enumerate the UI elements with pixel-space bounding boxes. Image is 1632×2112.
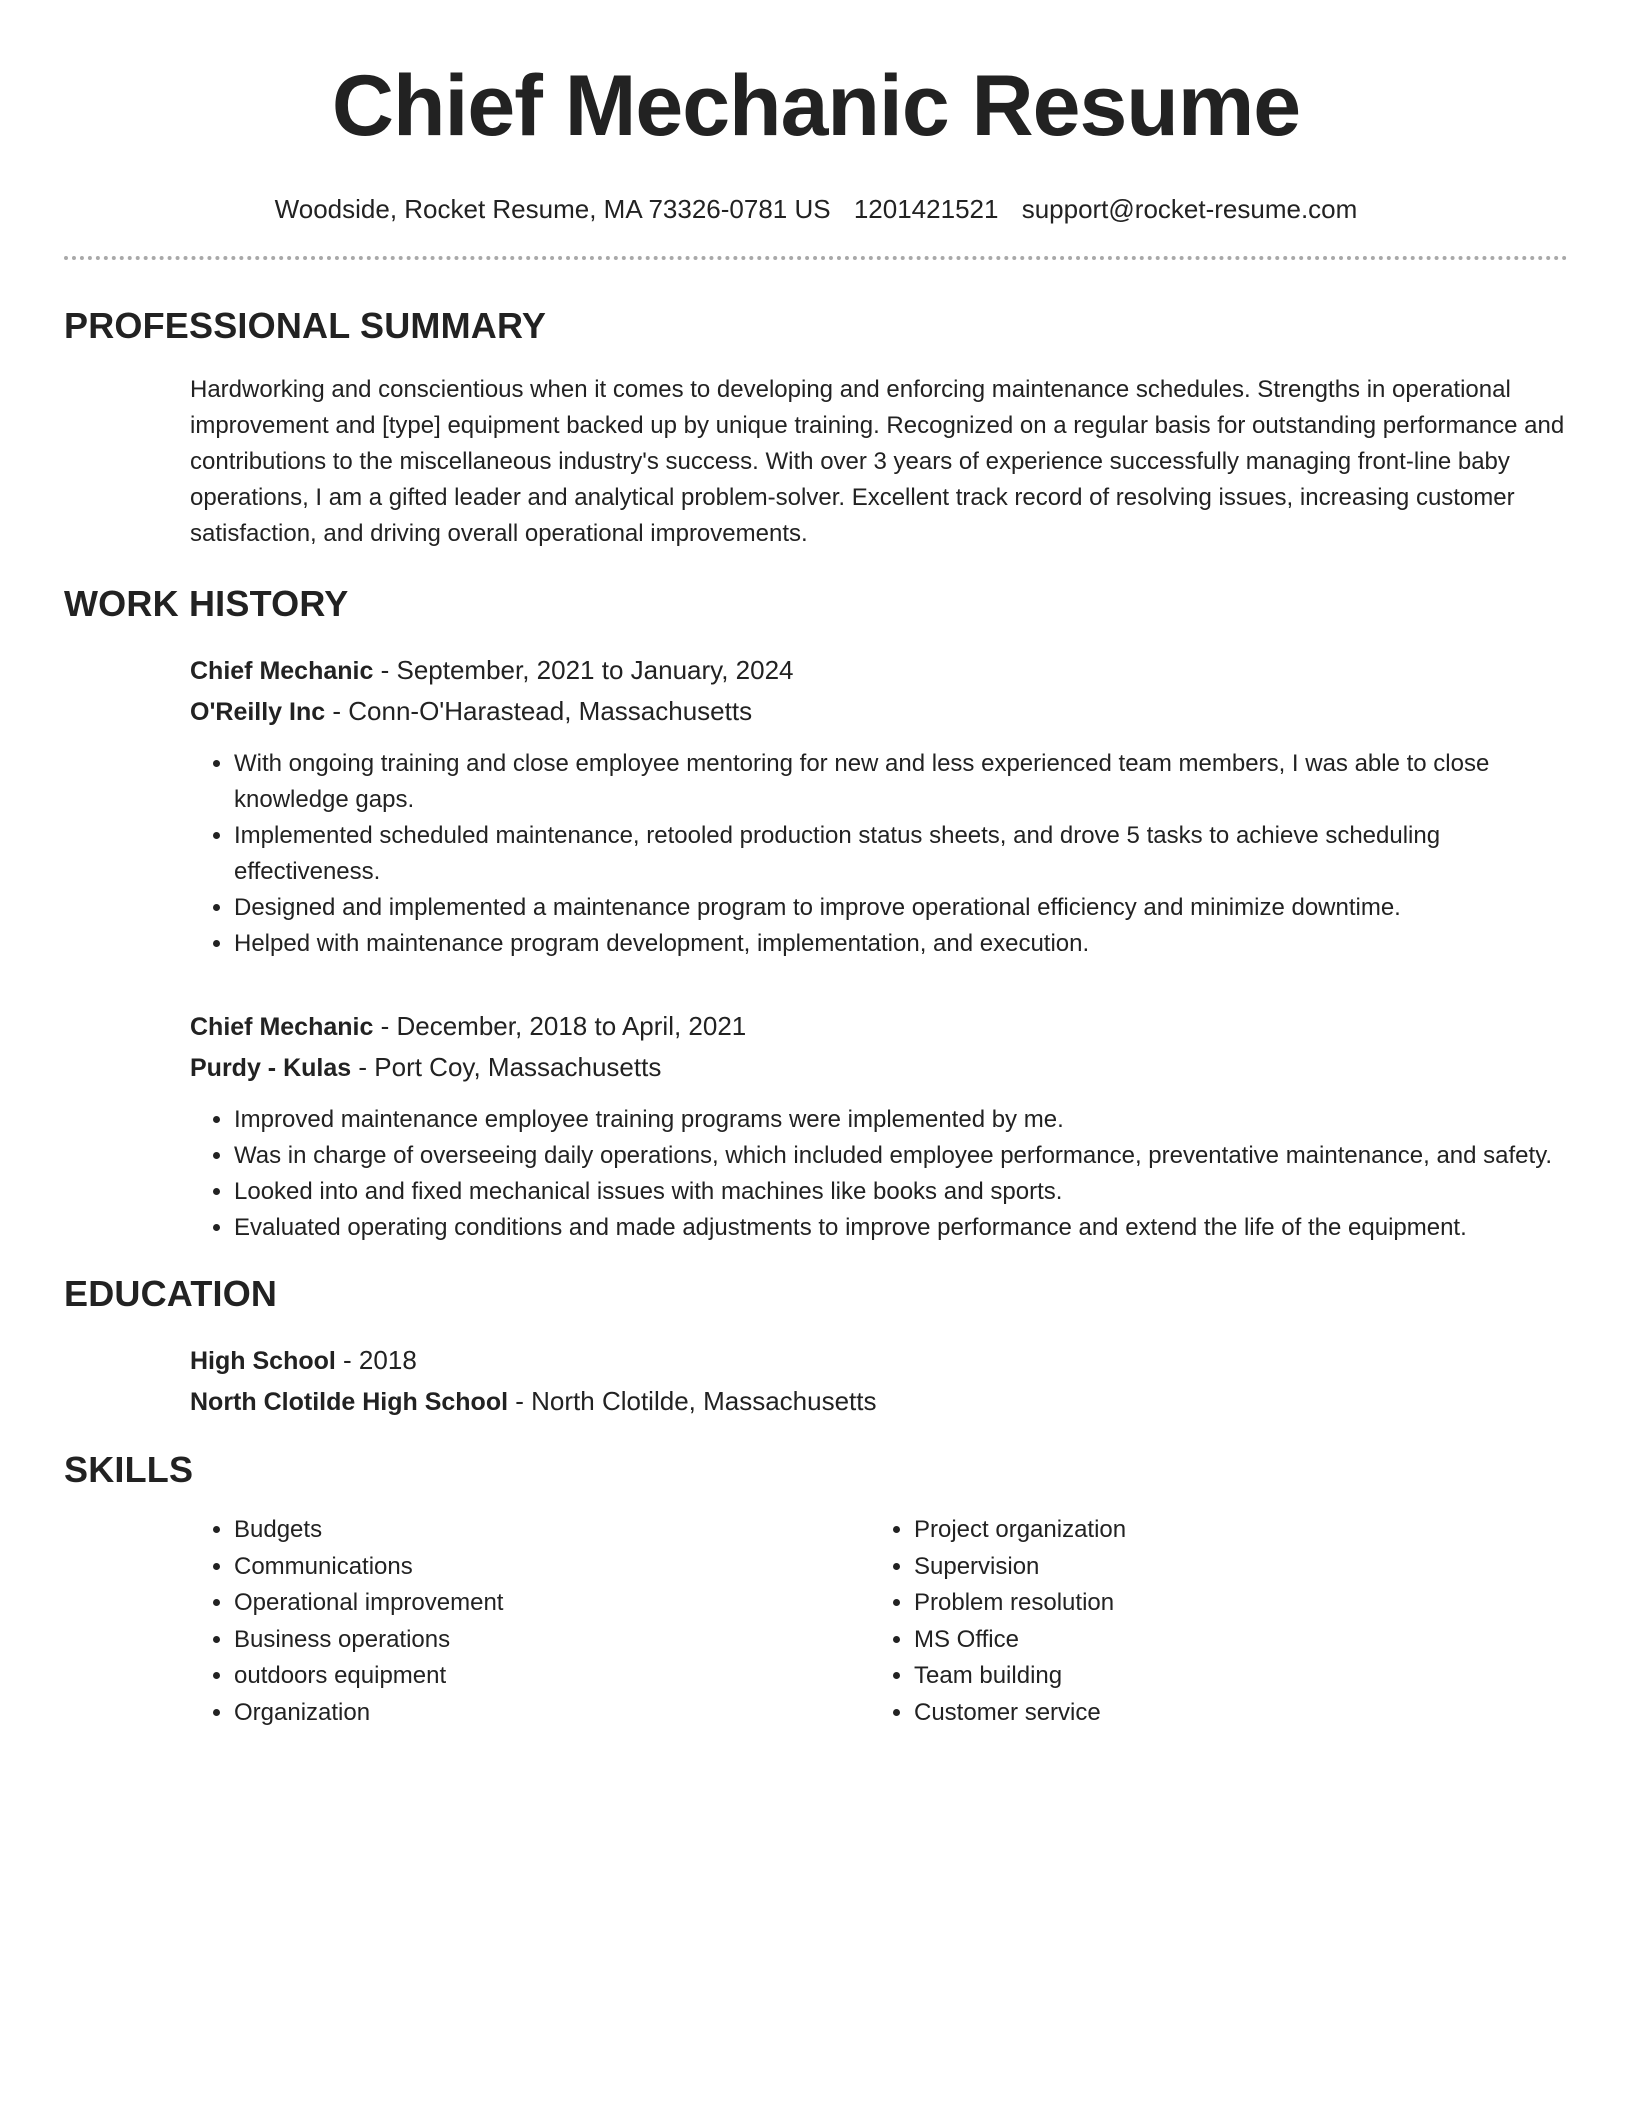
skills-grid — [190, 1512, 1568, 1731]
job-bullet: • Helped with maintenance program development, implementation, and execution. — [234, 926, 1568, 962]
skill-item: • Supervision — [914, 1549, 1550, 1586]
skill-item: • MS Office — [914, 1622, 1550, 1659]
skill-item: • Communications — [234, 1549, 870, 1586]
job-bullets — [190, 1102, 1568, 1246]
skill-item: • Project organization — [914, 1512, 1550, 1549]
education-section — [64, 1272, 1568, 1422]
skills-heading: SKILLS — [64, 1449, 194, 1490]
education-degree: High School — [190, 1347, 336, 1375]
education-location: - North Clotilde, Massachusetts — [508, 1386, 877, 1416]
job-bullet: • With ongoing training and close employee mentoring for new and less experienced team members, I was able to close knowledge gaps. — [234, 746, 1568, 818]
job-company-line — [190, 691, 1568, 732]
job-dates: - December, 2018 to April, 2021 — [373, 1011, 747, 1041]
skills-section — [64, 1448, 1568, 1731]
job-bullet: • Looked into and fixed mechanical issues with machines like books and sports. — [234, 1174, 1568, 1210]
skills-column-right — [870, 1512, 1550, 1731]
job-title: Chief Mechanic — [190, 657, 374, 685]
job-dates: - September, 2021 to January, 2024 — [373, 655, 794, 685]
skills-column-left — [190, 1512, 870, 1731]
summary-section — [64, 304, 1568, 552]
skill-item: • outdoors equipment — [234, 1658, 870, 1695]
skill-item: • Team building — [914, 1658, 1550, 1695]
summary-text: Hardworking and conscientious when it comes to developing and enforcing maintenance schedules. Strengths in operational improvement and [type] equipment backed up by unique training. Recognized on a regular basis for outstanding performance and contributions to the miscellaneous industry's success. With over 3 years of experience successfully managing front-line baby operations, I am a gifted leader and analytical problem-solver. Excellent track record of resolving issues, increasing customer satisfaction, and driving overall operational improvements. — [190, 376, 1565, 547]
job-title-line — [190, 650, 1568, 691]
contact-line — [64, 192, 1568, 226]
skill-item: • Organization — [234, 1695, 870, 1732]
job-title: Chief Mechanic — [190, 1013, 374, 1041]
skill-item: • Business operations — [234, 1622, 870, 1659]
education-entry — [190, 1340, 1568, 1422]
job-bullet: • Improved maintenance employee training programs were implemented by me. — [234, 1102, 1568, 1138]
education-year: - 2018 — [335, 1345, 417, 1375]
contact-phone: 1201421521 — [853, 194, 999, 224]
job-title-line — [190, 1006, 1568, 1047]
education-heading: EDUCATION — [64, 1273, 278, 1314]
education-school-line — [190, 1381, 1568, 1422]
job-bullet: • Designed and implemented a maintenance program to improve operational efficiency and minimize downtime. — [234, 890, 1568, 926]
contact-email: support@rocket-resume.com — [1021, 194, 1358, 224]
job-location: - Port Coy, Massachusetts — [351, 1052, 662, 1082]
work-section — [64, 582, 1568, 1246]
education-degree-line — [190, 1340, 1568, 1381]
job-company: O'Reilly Inc — [190, 698, 326, 726]
resume-title: Chief Mechanic Resume — [331, 58, 1301, 154]
summary-heading: PROFESSIONAL SUMMARY — [64, 305, 547, 346]
contact-address: Woodside, Rocket Resume, MA 73326-0781 US — [274, 194, 831, 224]
education-school: North Clotilde High School — [190, 1388, 509, 1416]
job-entry — [190, 650, 1568, 962]
job-bullet: • Was in charge of overseeing daily operations, which included employee performance, preventative maintenance, and safety. — [234, 1138, 1568, 1174]
header-divider — [64, 256, 1568, 260]
skill-item: • Budgets — [234, 1512, 870, 1549]
skill-item: • Problem resolution — [914, 1585, 1550, 1622]
skill-item: • Operational improvement — [234, 1585, 870, 1622]
work-heading: WORK HISTORY — [64, 583, 349, 624]
skill-item: • Customer service — [914, 1695, 1550, 1732]
skills-list-right — [870, 1512, 1550, 1731]
job-entry — [190, 1006, 1568, 1246]
job-bullets — [190, 746, 1568, 962]
job-bullet: • Implemented scheduled maintenance, retooled production status sheets, and drove 5 tasks to achieve scheduling effectiveness. — [234, 818, 1568, 890]
job-bullet: • Evaluated operating conditions and made adjustments to improve performance and extend the life of the equipment. — [234, 1210, 1568, 1246]
job-company: Purdy - Kulas — [190, 1054, 352, 1082]
skills-list-left — [190, 1512, 870, 1731]
job-company-line — [190, 1047, 1568, 1088]
job-location: - Conn-O'Harastead, Massachusetts — [325, 696, 753, 726]
